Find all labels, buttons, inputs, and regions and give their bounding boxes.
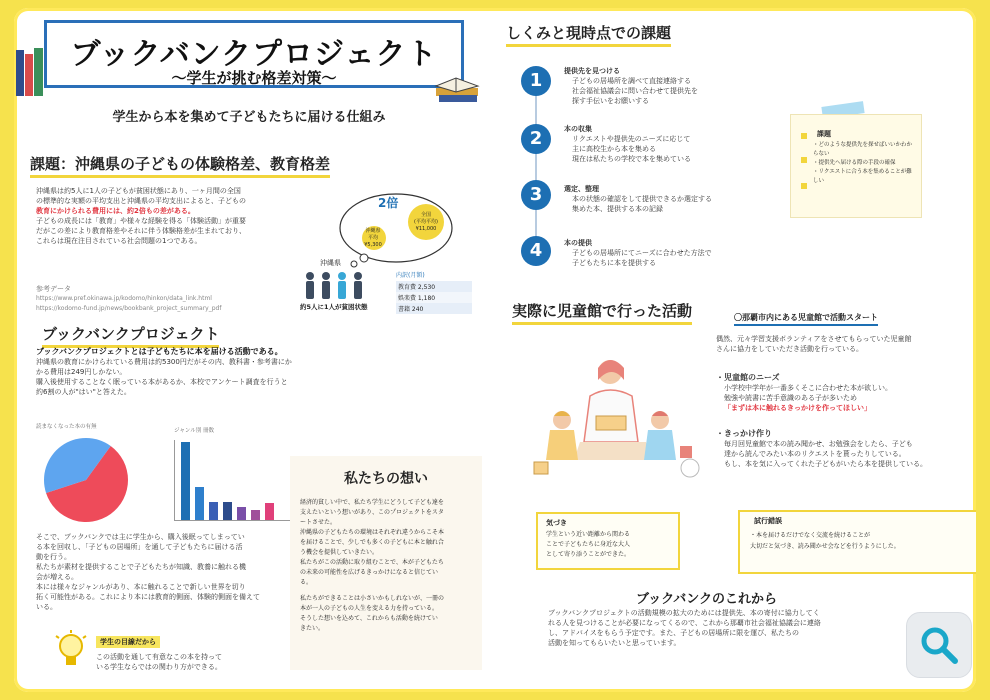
step-3: 選定、整理 本の状態の確認をして提供できるか選定する 集めた本、提供する本の記録 — [564, 185, 712, 213]
bb-heading: ブックバンクプロジェクト — [42, 323, 219, 344]
ratio-label: 2倍 — [378, 196, 399, 210]
magnifier-icon — [919, 625, 959, 665]
poster-sheet — [14, 8, 976, 692]
zoom-button[interactable] — [906, 612, 972, 678]
step-number: 2 — [521, 124, 551, 154]
issue-text: 沖縄県は約5人に1人の子どもが貧困状態にあり、一ヶ月間の全国 の標準的な実額の平均支出と沖縄県の平均支出によると、子どもの 教育にかけられる費用には、約2倍もの差がある。 子どもの成長には「教育」や様々な経験を得る「体験活動」が重要 だがこの差により教育格差やそれに伴う体験格差が生まれており、 これらは現在注目されている社会問題の1つである。 — [36, 187, 246, 245]
bar-2 — [195, 487, 204, 520]
okinawa-amount: 沖縄県 平均 ¥5,300 — [364, 228, 382, 248]
mechanism-heading: しくみと現時点での課題 — [506, 22, 671, 43]
mini-table: 内訳(月額) 教育費 2,530 娯楽費 1,180 書籍 240 — [396, 270, 472, 314]
thoughts-title: 私たちの想い — [344, 471, 428, 487]
tagline: 学生から本を集めて子どもたちに届ける仕組み — [112, 110, 386, 125]
trial-card: 試行錯誤 ・本を届けるだけでなく交流を続けることが 大切だと気づき、読み聞かせ会などを行うようにした。 — [738, 510, 976, 574]
open-book-icon — [432, 58, 482, 104]
bar-4 — [223, 502, 232, 520]
people-caption: 約5人に1人が貧困状態 — [300, 303, 368, 311]
step-number: 3 — [521, 180, 551, 210]
reading-illustration — [520, 350, 716, 484]
step-4: 本の提供 子どもの居場所にてニーズに合わせた方法で 子どもたちに本を提供する — [564, 239, 712, 267]
step-number: 4 — [521, 236, 551, 266]
step-2: 本の収集 リクエストや提供先のニーズに応じて 主に高校生から本を集める 現在は私たちの学校で本を集めている — [564, 125, 691, 163]
national-amount: 全国 (平均平均) ¥11,000 — [414, 212, 438, 232]
activity-heading: 実際に児童館で行った活動 — [512, 300, 692, 321]
future-heading: ブックバンクのこれから — [636, 592, 778, 607]
bar-1 — [181, 442, 190, 520]
needs-block: ・児童館のニーズ 小学校中学年が一番多くそこに合わせた本が欲しい。 勉強や読書に苦手意識のある子が多いため 「まずは本に触れるきっかけを作ってほしい」 — [716, 373, 892, 412]
start-text: 偶然、元々学習支援ボランティアをさせてもらっていた児童館 さんに協力をしていただき活動を行っている。 — [716, 335, 912, 353]
bar-5 — [237, 507, 246, 520]
title-box — [44, 20, 464, 88]
future-text: ブックバンクプロジェクトの活動規模の拡大のためには提供先、本の寄付に協力してく れる人を見つけることが必要になってくるので、これから那覇市社会福祉協議会に連絡 し、アドバイスをもらう予定です。また、子どもの居場所に限を運び、私たちの 活動を知ってもらいたいと思っています。 — [548, 609, 821, 647]
poster-title: ブックバンクプロジェクト — [70, 37, 438, 72]
pie-chart — [34, 432, 144, 528]
bb-description: ブックバンクプロジェクトとは子どもたちに本を届ける活動である。 沖縄県の教育にかけられている費用は約5300円だがその内、教科書・参考書にか かる費用は249円しかない。 購入後使用することなく眠っている本があるか、本校でアンケート調査を行うと 約6割の人が"はい"と答えた。 — [36, 347, 292, 396]
bar-title: ジャンル別 冊数 — [174, 428, 215, 434]
bar-6 — [251, 510, 260, 520]
bar-chart — [174, 440, 295, 521]
poster-subtitle: 〜学生が挑む格差対策〜 — [171, 69, 337, 87]
book-stack-icon — [14, 46, 48, 98]
people-label: 沖縄県 — [320, 259, 341, 267]
after-text: そこで、ブックバンクでは主に学生から、購入後眠ってしまってい る本を回収し、「子どもの居場所」を通して子どもたちに届ける活 動を行う。 私たちが素材を提供することで子どもたちが知識、教養に触れる機 会が増える。 本には様々なジャンルがあり、本に触れることで新しい世界を切り 拓く可能性がある。これにより本には教育的側面、体験的側面を備えて いる。 — [36, 533, 260, 611]
thoughts-text: 経済的貧しい中で、私たち学生にどうして子ども達を 支えたいという想いがあり、このプロジェクトをスタ ートさせた。 沖縄県の子どもたちの環境はそれぞれ違うからこそ本 を届けることで、少しでも多くの子どもに本と触れ合 う機会を提供していきたい。 私たちがこの活動に取り組むことで、本が子どもたち の未来の可能性を広げるきっかけになると信じてい る。 私たちができることは小さいかもしれないが、一冊の 本が一人の子どもの人生を変える力を持っている。 そうした想いを込めて、これからも活動を続けてい きたい。 — [300, 499, 445, 632]
lightbulb-icon — [54, 630, 88, 674]
people-icon — [300, 270, 370, 300]
thoughts-card — [290, 456, 482, 670]
bar-3 — [209, 502, 218, 520]
issue-heading: 課題：沖縄県の子どもの体験格差、教育格差 — [30, 153, 330, 174]
pie-title: 読まなくなった本の有無 — [36, 424, 97, 430]
issue-note: 課題 ・どのような提供先を探せばいいかわからない ・提供先へ届ける際の手段の確保 ・リクエストに合う本を集めることが難しい — [790, 114, 922, 218]
notice-card: 気づき 学生という近い距離から関わる ことで子どもたちに身近な大人 として寄り添うことができた。 — [536, 512, 680, 570]
step-number: 1 — [521, 66, 551, 96]
step-1: 提供先を見つける 子どもの居場所を調べて直接連絡する 社会福祉協議会に問い合わせて提供先を 探す手伝いをお願いする — [564, 67, 698, 105]
trigger-block: ・きっかけ作り 毎月回児童館で本の読み聞かせ、お勉強会をしたら、子ども 達から読んでみたい本のリクエストを貰ったりしている。 もし、本を気に入ってくれた子どもがいたら本を提供している。 — [716, 429, 927, 468]
hint-label: 学生の目線だから — [96, 636, 160, 648]
bar-7 — [265, 503, 274, 520]
start-label: 〇那覇市内にある児童館で活動スタート — [734, 312, 878, 326]
steps-connector — [535, 80, 537, 260]
hint-text: この活動を通して有意なこの本を持って いる学生ならではの関わり方ができる。 — [96, 653, 222, 671]
reference-block: 参考データ https://www.pref.okinawa.jp/kodomo/hinkon/data_link.html https://kodomo-fund.jp/news/bookbank_project_summary_pdf — [36, 285, 222, 312]
